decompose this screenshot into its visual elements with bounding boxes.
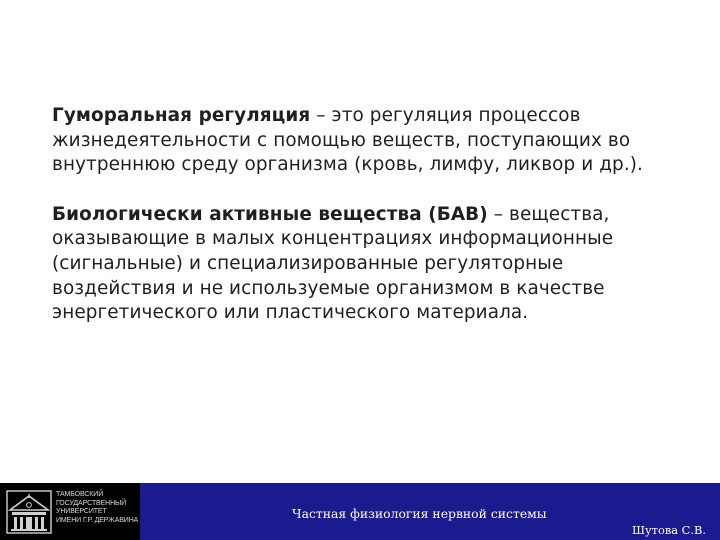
course-title: Частная физиология нервной системы [292,506,547,521]
definition-text: – вещества, оказывающие в малых концентрациях информационные (сигнальные) и специализированные регуляторные воздействия и не используемые организмом в качестве энергетического или пластического материала. [52,203,614,324]
university-logo [0,483,140,540]
definition-text: – это регуляция процессов жизнедеятельности с помощью веществ, поступающих во внутреннюю среду организма (кровь, лимфу, ликвор и др.). [52,105,643,176]
definition-humoral-regulation [52,104,672,178]
term-humoral-regulation: Гуморальная регуляция [52,105,311,126]
definition-bioactive-substances [52,203,672,326]
university-name-line: ИМЕНИ Г.Р. ДЕРЖАВИНА [56,516,139,524]
university-name [56,491,138,525]
university-crest-icon [6,490,52,534]
author-name: Шутова С.В. [631,523,706,537]
university-name-line: УНИВЕРСИТЕТ [56,508,107,516]
university-name-line: ГОСУДАРСТВЕННЫЙ [56,499,127,507]
university-name-line: ТАМБОВСКИЙ [56,491,104,498]
term-bioactive-substances: Биологически активные вещества (БАВ) [52,203,488,225]
footer-bar [0,483,720,540]
slide-body [52,104,672,326]
